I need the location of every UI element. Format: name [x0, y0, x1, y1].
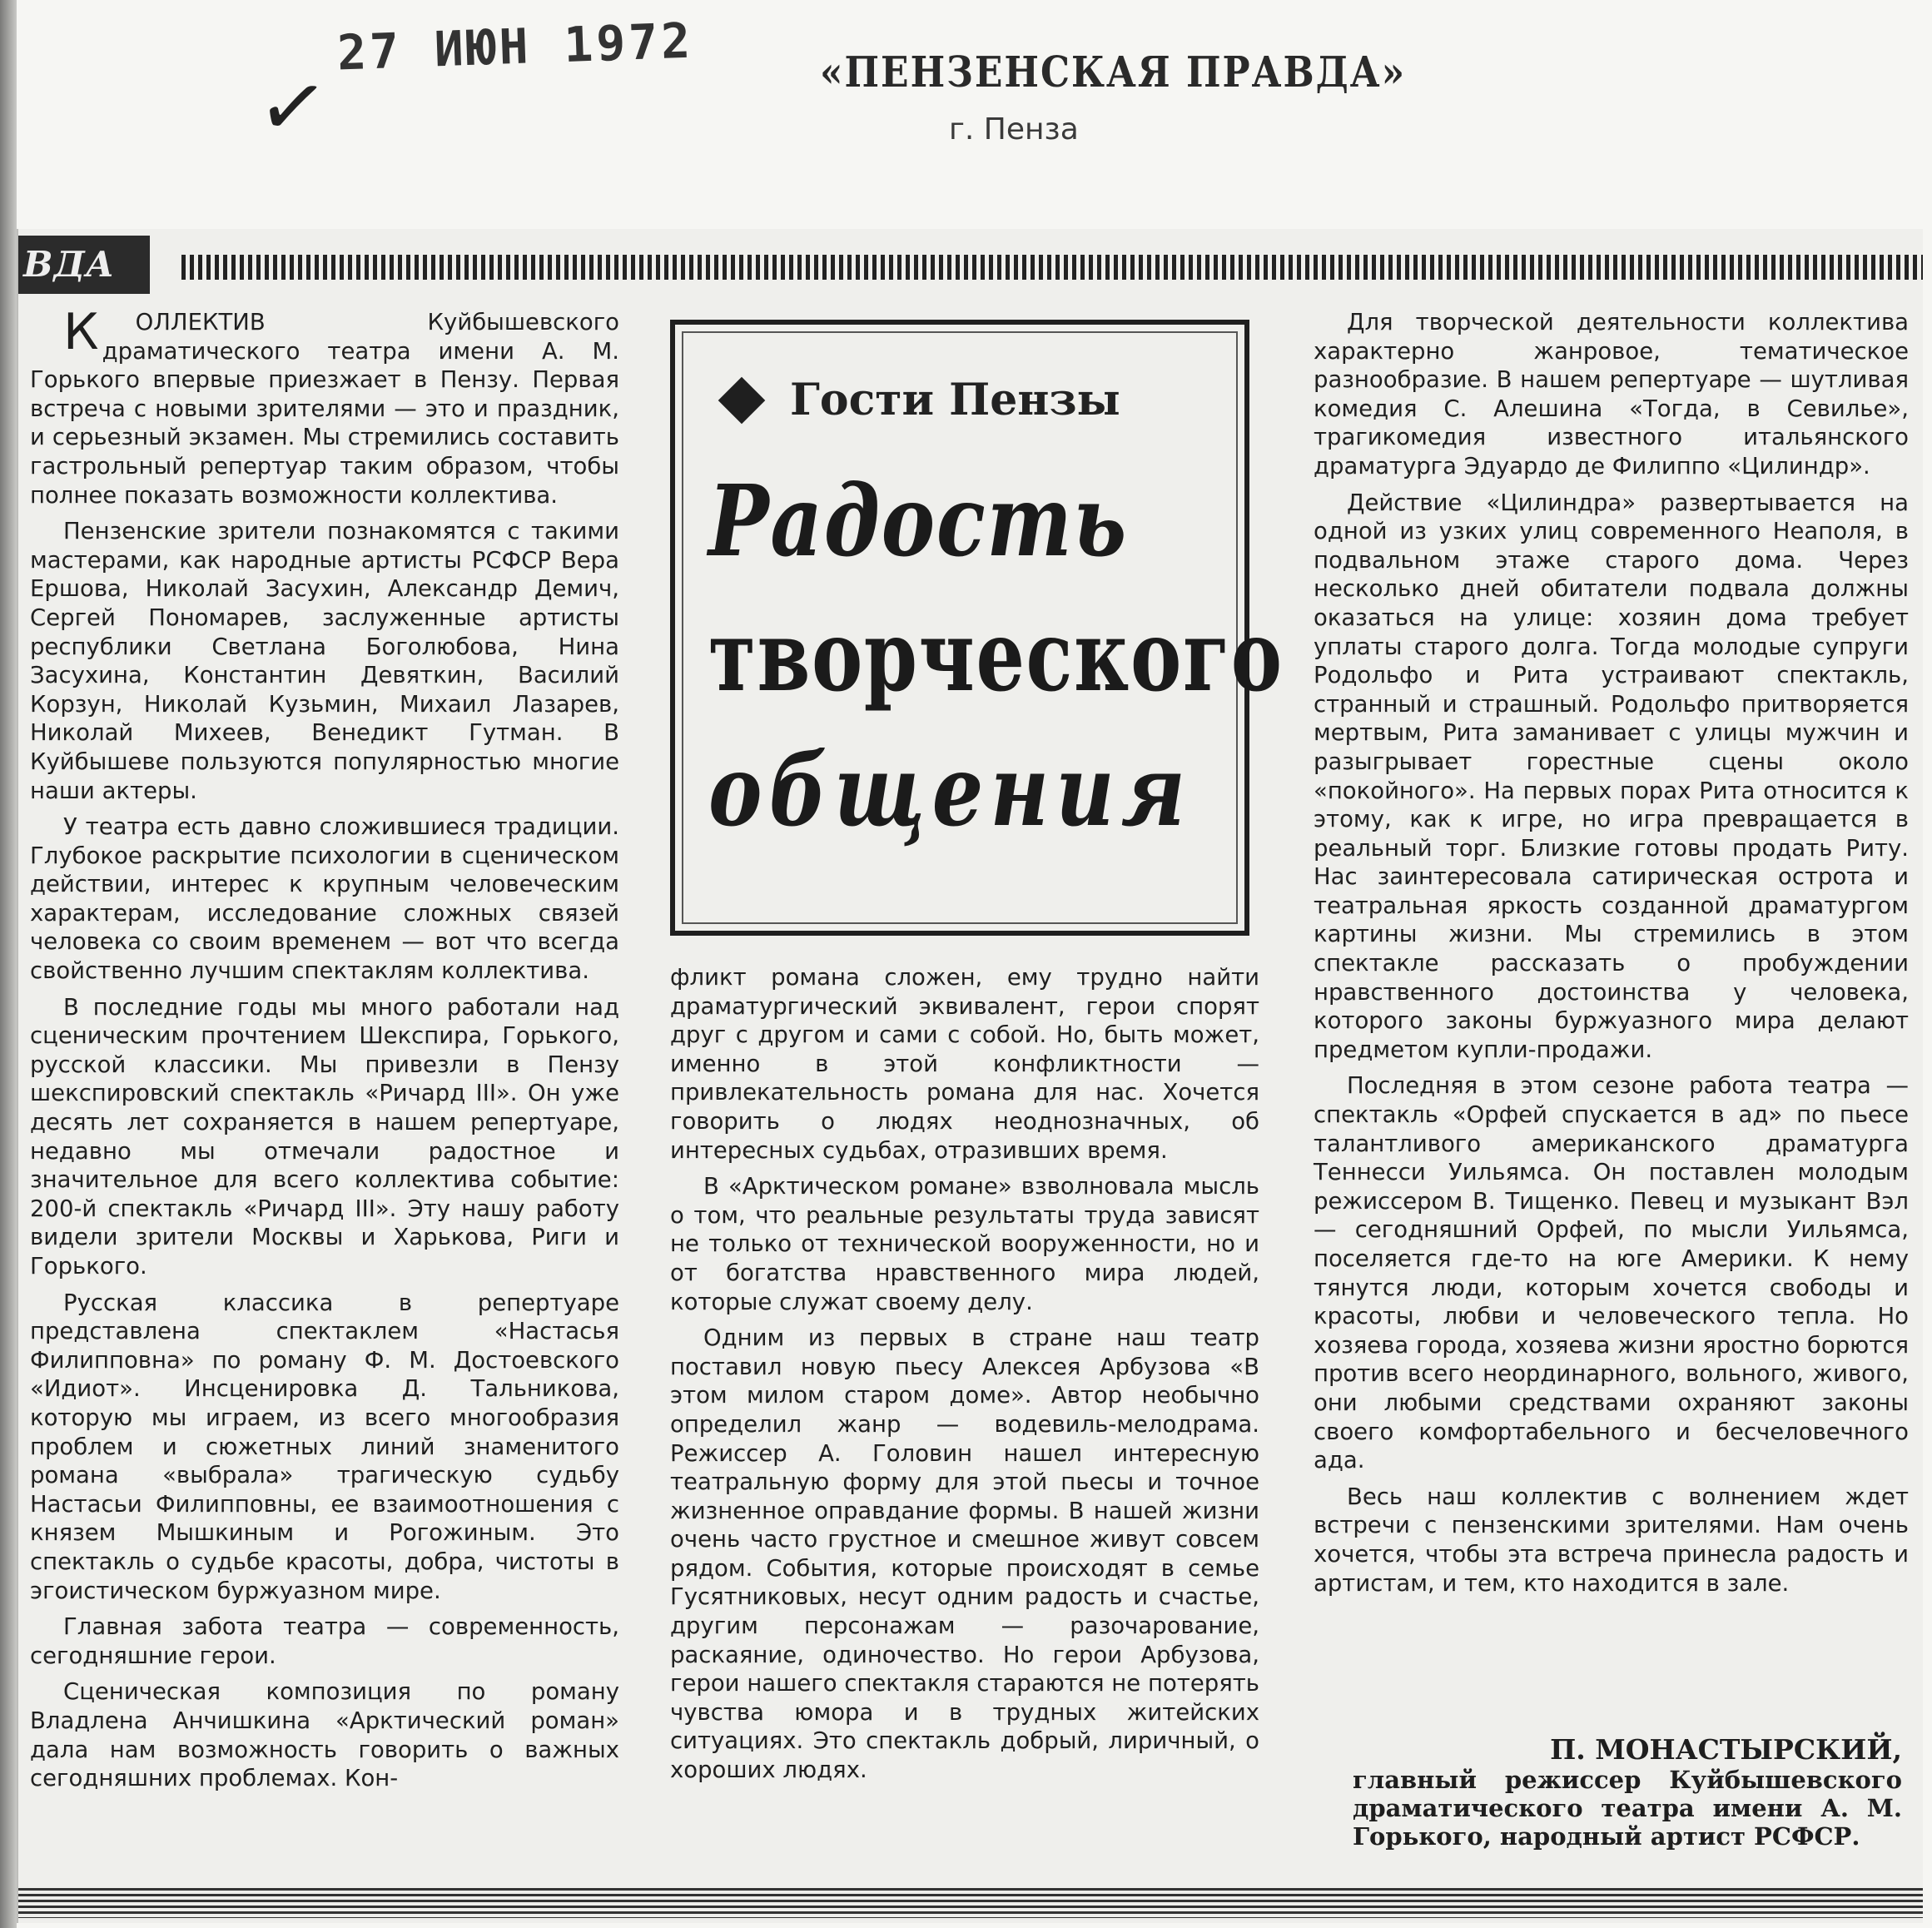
scan-edge	[0, 0, 17, 1928]
date-stamp: 27 ИЮН 1972	[335, 12, 695, 82]
paragraph: Действие «Цилиндра» развертывается на одной из узких улиц современного Неаполя, в подвальном этаже старого дома. Через несколько дней обитатели подвала должны оказаться на улице: хозяин дома требует уплаты старого долга. Тогда молодые супруги Родольфо и Рита устраивают спектакль, странный и страшный. Родольфо притворяется мертвым, Рита заманивает с улицы мужчин и разыгрывает горестные сцены около «покойного». На первых порах Рита относится к этому, как к игре, но игра превращается в реальный торг. Близкие готовы продать Риту. Нас заинтересовала сатирическая острота и театральная яркость созданной драматургом картины жизни. Мы стремились в этом спектакле рассказать о пробуждении нравственного достоинства у человека, которого законы буржуазного мира делают предметом купли-продажи.	[1314, 489, 1909, 1063]
paragraph: У театра есть давно сложившиеся традиции. Глубокое раскрытие психологии в сценическом действии, интерес к крупным человеческим характерам, исследование сложных связей человека со своим временем — вот что всегда свойственно лучшим спектаклям коллектива.	[30, 813, 619, 985]
article-column-left	[30, 303, 619, 1801]
paragraph: фликт романа сложен, ему трудно найти драматургический эквивалент, герои спорят друг с другом и сами с собой. Но, быть может, именно в этой конфликтности — привлекательность романа для нас. Хочется говорить о людях неоднозначных, об интересных судьбах, отразивших время.	[670, 964, 1259, 1164]
article-headline	[708, 454, 1284, 858]
article-column-right	[1314, 308, 1909, 1605]
paragraph: Русская классика в репертуаре представлена спектаклем «Настасья Филипповна» по роману Ф. М. Достоевского «Идиот». Инсценировка Д. Тальникова, которую мы играем, из всего многообразия проблем и сюжетных линий знаменитого романа «выбрала» трагическую судьбу Настасьи Филипповны, ее взаимоотношения с князем Мышкиным и Рогожиным. Это спектакль о судьбе красоты, добра, чистоты в эгоистическом буржуазном мире.	[30, 1289, 619, 1604]
headline-box	[670, 320, 1284, 936]
headline-line: общения	[708, 733, 1193, 848]
masthead-rule	[181, 255, 1923, 280]
paragraph: КОЛЛЕКТИВ Куйбышевского драматического театра имени А. М. Горького впервые приезжает в Пензу. Первая встреча с новыми зрителями — это и праздник, и серьезный экзамен. Мы стремились составить гастрольный репертуар таким образом, чтобы полнее показать возможности коллектива.	[30, 303, 619, 509]
author-role: главный режиссер Куйбышевского драматического театра имени А. М. Горького, народный артист РСФСР.	[1353, 1766, 1902, 1851]
headline-line: творческого	[708, 598, 1284, 713]
source-newspaper-stamp: «ПЕНЗЕНСКАЯ ПРАВДА»	[820, 48, 1407, 97]
paragraph: Одним из первых в стране наш театр поставил новую пьесу Алексея Арбузова «В этом милом старом доме». Автор необычно определил жанр — водевиль-мелодрама. Режиссер А. Головин нашел интересную театральную форму для этой пьесы и точное жизненное оправдание формы. В нашей жизни очень часто грустное и смешное живут совсем рядом. События, которые происходят в семье Гусятниковых, несут одним радость и счастье, другим персонажам — разочарование, раскаяние, одиночество. Но герои Арбузова, герои нашего спектакля стараются не потерять чувства юмора и в трудных житейских ситуациях. Это спектакль добрый, лиричный, о хороших людях.	[670, 1324, 1259, 1784]
rubric-label: Гости Пензы	[790, 375, 1120, 425]
masthead-label: ВДА	[18, 236, 150, 294]
rubric	[725, 375, 1120, 425]
source-city-stamp: г. Пенза	[949, 112, 1079, 147]
paragraph: В «Арктическом романе» взволновала мысль о том, что реальные результаты труда зависят не только от технической вооруженности, но и от богатства нравственного мира людей, которые служат своему делу.	[670, 1173, 1259, 1315]
paragraph: Последняя в этом сезоне работа театра — спектакль «Орфей спускается в ад» по пьесе талантливого американского драматурга Теннесси Уильямса. Он поставлен молодым режиссером В. Тищенко. Певец и музыкант Вэл — сегодняшний Орфей, по мысли Уильямса, поселяется где-то на юге Америки. К нему тянутся люди, которым хочется свободы и красоты, любви и человеческого тепла. Но хозяева города, хозяева жизни яростно борются против всего неординарного, вольного, живого, они любыми средствами охраняют законы своего комфортабельного и бесчеловечного ада.	[1314, 1072, 1909, 1474]
paragraph: Пензенские зрители познакомятся с такими мастерами, как народные артисты РСФСР Вера Ершова, Николай Засухин, Александр Демич, Сергей Пономарев, заслуженные артисты республики Светлана Боголюбова, Нина Засухина, Константин Девяткин, Василий Корзун, Николай Кузьмин, Михаил Лазарев, Николай Михеев, Венедикт Гутман. В Куйбышеве пользуются популярностью многие наши актеры.	[30, 518, 619, 804]
paragraph: Для творческой деятельности коллектива характерно жанровое, тематическое разнообразие. В нашем репертуаре — шутливая комедия С. Алешина «Тогда, в Севилье», трагикомедия известного итальянского драматурга Эдуардо де Филиппо «Цилиндр».	[1314, 309, 1909, 480]
paragraph: Главная забота театра — современность, сегодняшние герои.	[30, 1613, 619, 1669]
check-mark-icon: ✓	[251, 53, 335, 161]
article-column-middle	[670, 963, 1259, 1792]
bottom-rule	[18, 1888, 1923, 1918]
diamond-bullet-icon	[718, 376, 766, 424]
paragraph: В последние годы мы много работали над сценическим прочтением Шекспира, Горького, русской классики. Мы привезли в Пензу шекспировский спектакль «Ричард III». Он уже десять лет сохраняется в нашем репертуаре, недавно мы отмечали радостное и значительное для всего коллектива событие: 200-й спектакль «Ричард III». Эту нашу работу видели зрители Москвы и Харькова, Риги и Горького.	[30, 993, 619, 1280]
headline-line: Радость	[708, 463, 1128, 579]
paragraph: Весь наш коллектив с волнением ждет встречи с пензенскими зрителями. Нам очень хочется, чтобы эта встреча принесла радость и артистам, и тем, кто находится в зале.	[1314, 1483, 1909, 1597]
author-signature	[1353, 1733, 1902, 1851]
author-name: П. МОНАСТЫРСКИЙ,	[1550, 1733, 1902, 1766]
paragraph: Сценическая композиция по роману Владлена Анчишкина «Арктический роман» дала нам возможность говорить о важных сегодняшних проблемах. Кон-	[30, 1678, 619, 1792]
